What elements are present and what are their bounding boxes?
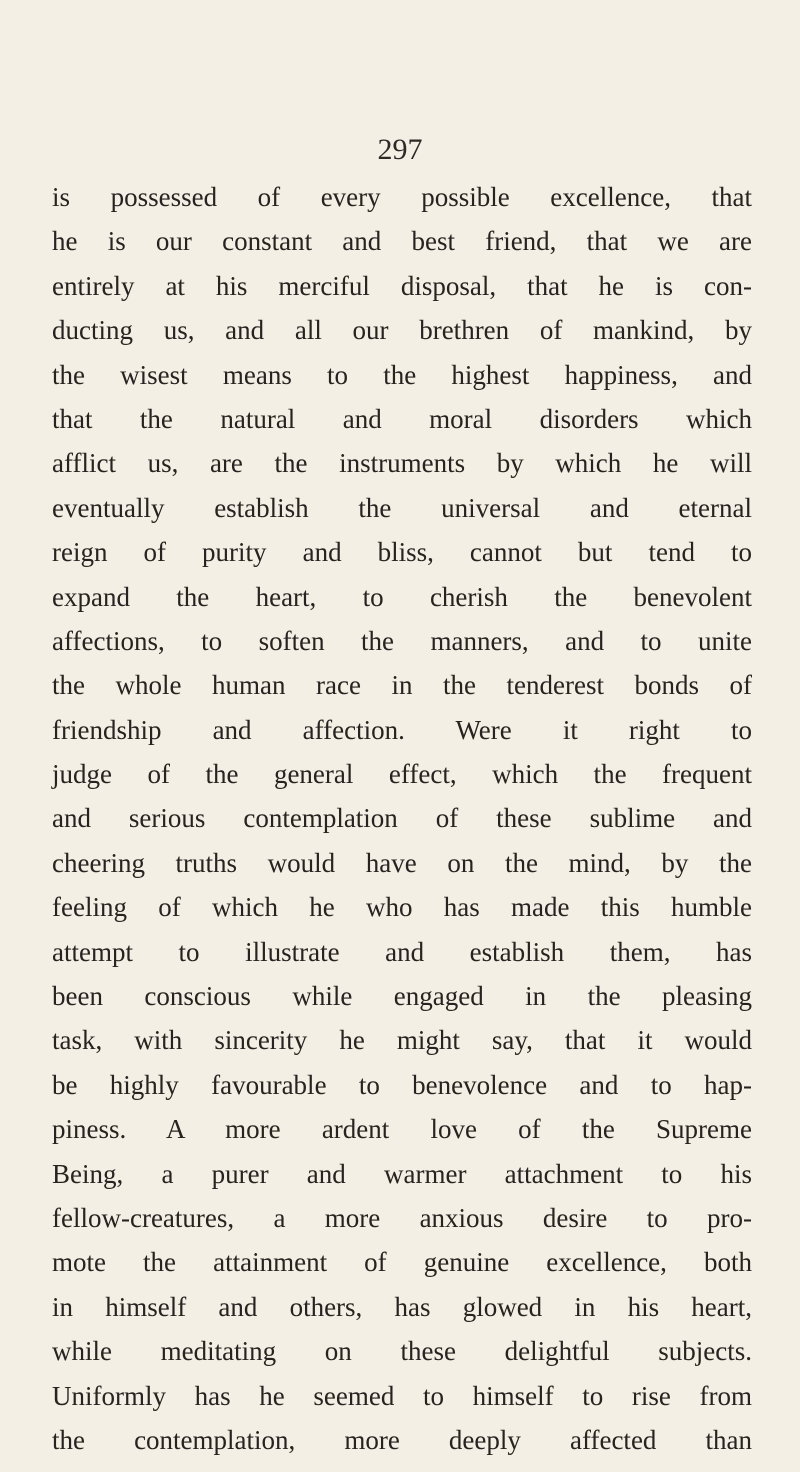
text-line: afflict us, are the instruments by which he will	[52, 448, 752, 479]
text-line: piness. A more ardent love of the Supreme	[52, 1114, 752, 1145]
text-line: affections, to soften the manners, and to unite	[52, 625, 752, 656]
text-line: the wisest means to the highest happiness, and	[52, 359, 752, 390]
text-line: expand the heart, to cherish the benevolent	[52, 581, 752, 612]
text-line: feeling of which he who has made this humble	[52, 892, 752, 923]
text-line: mote the attainment of genuine excellence, both	[52, 1247, 752, 1278]
text-line: cheering truths would have on the mind, by the	[52, 847, 752, 878]
text-line: that the natural and moral disorders which	[52, 403, 752, 434]
text-line: be highly favourable to benevolence and to hap-	[52, 1069, 752, 1100]
text-line: the contemplation, more deeply affected than	[52, 1424, 752, 1455]
text-line: while meditating on these delightful subjects.	[52, 1336, 752, 1367]
body-text	[52, 175, 752, 1462]
text-line: task, with sincerity he might say, that it would	[52, 1025, 752, 1056]
text-line: eventually establish the universal and eternal	[52, 492, 752, 523]
text-line: the whole human race in the tenderest bonds of	[52, 670, 752, 701]
text-line: Being, a purer and warmer attachment to his	[52, 1158, 752, 1189]
text-line: fellow-creatures, a more anxious desire to pro-	[52, 1202, 752, 1233]
text-line: Uniformly has he seemed to himself to rise from	[52, 1380, 752, 1411]
page-number: 297	[377, 133, 423, 166]
text-line: attempt to illustrate and establish them, has	[52, 936, 752, 967]
text-line: and serious contemplation of these sublime and	[52, 803, 752, 834]
text-line: is possessed of every possible excellence, that	[52, 182, 752, 212]
text-line: in himself and others, has glowed in his heart,	[52, 1291, 752, 1322]
text-line: he is our constant and best friend, that we are	[52, 226, 752, 257]
text-line: reign of purity and bliss, cannot but tend to	[52, 537, 752, 568]
text-line: judge of the general effect, which the frequent	[52, 759, 752, 790]
text-line: friendship and affection. Were it right to	[52, 714, 752, 745]
text-line: entirely at his merciful disposal, that he is con-	[52, 270, 752, 301]
text-line: been conscious while engaged in the pleasing	[52, 981, 752, 1012]
text-line: ducting us, and all our brethren of mankind, by	[52, 315, 752, 346]
